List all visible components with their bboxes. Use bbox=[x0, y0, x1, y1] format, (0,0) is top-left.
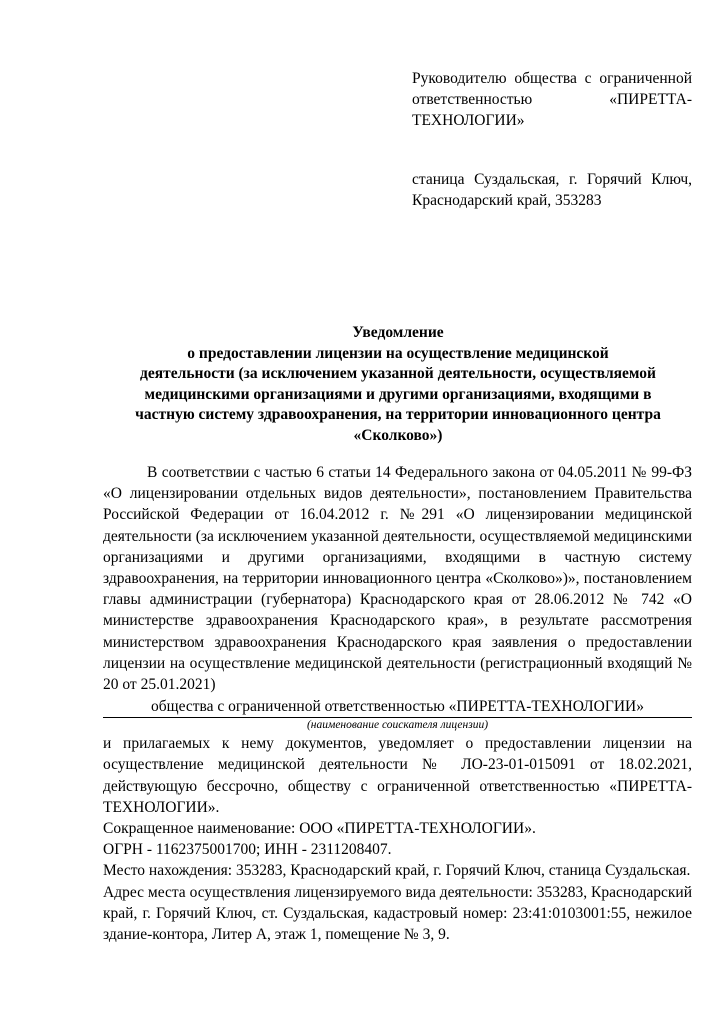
address-text: станица Суздальская, г. Горячий Ключ, Краснодарский край, 353283 bbox=[412, 171, 692, 209]
applicant-name: общества с ограниченной ответственностью «ПИРЕТТА-ТЕХНОЛОГИИ» bbox=[103, 697, 692, 718]
paragraph-notification: и прилагаемых к нему документов, уведомляет о предоставлении лицензии на осуществление медицинской деятельности № ЛО-23-01-015091 от 18.02.2021, действующую бессрочно, обществу с ограниченной ответственностью «ПИРЕТТА-ТЕХНОЛОГИИ». bbox=[103, 735, 692, 816]
addressee-text: Руководителю общества с ограниченной ответственностью «ПИРЕТТА-ТЕХНОЛОГИИ» bbox=[412, 70, 692, 129]
title-line-4: медицинскими организациями и другими организациями, входящими в bbox=[144, 385, 652, 403]
title-line-6: «Сколково») bbox=[353, 426, 443, 444]
paragraph-legal-basis: В соответствии с частью 6 статьи 14 Федерального закона от 04.05.2011 № 99-ФЗ «О лицензировании отдельных видов деятельности», постановлением Правительства Российской Федерации от 16.04.2012 г. №291 «О лицензировании медицинской деятельности (за исключением указанной деятельности, осуществляемой медицинскими организациями и другими организациями, входящими в частную систему здравоохранения, на территории инновационного центра «Сколково»)», постановлением главы администрации (губернатора) Краснодарского края от 28.06.2012 № 742 «О министерстве здравоохранения Краснодарского края», в результате рассмотрения министерством здравоохранения Краснодарского края заявления о предоставлении лицензии на осуществление медицинской деятельности (регистрационный входящий № 20 от 25.01.2021) bbox=[103, 464, 692, 694]
title-line-3: деятельности (за исключением указанной деятельности, осуществляемой bbox=[140, 365, 656, 382]
title-line-5: частную систему здравоохранения, на территории инновационного центра bbox=[135, 406, 661, 423]
short-name: Сокращенное наименование: ООО «ПИРЕТТА-ТЕХНОЛОГИИ». bbox=[103, 820, 536, 838]
location: Место нахождения: 353283, Краснодарский край, г. Горячий Ключ, станица Суздальская. bbox=[103, 862, 691, 880]
ogrn-inn: ОГРН - 1162375001700; ИНН - 2311208407. bbox=[103, 841, 392, 859]
title-line-1: Уведомление bbox=[352, 324, 444, 341]
document-body bbox=[103, 462, 692, 945]
applicant-caption: (наименование соискателя лицензии) bbox=[306, 719, 489, 732]
addressee-block bbox=[412, 68, 692, 131]
activity-address: Адрес места осуществления лицензируемого вида деятельности: 353283, Краснодарский край, г. Горячий Ключ, ст. Суздальская, кадастровый номер: 23:41:0103001:55, нежилое здание-контора, Литер А, этаж 1, помещение № 3, 9. bbox=[103, 883, 692, 944]
address-block bbox=[412, 169, 692, 211]
document-title bbox=[96, 323, 700, 446]
title-line-2: о предоставлении лицензии на осуществление медицинской bbox=[187, 344, 609, 362]
